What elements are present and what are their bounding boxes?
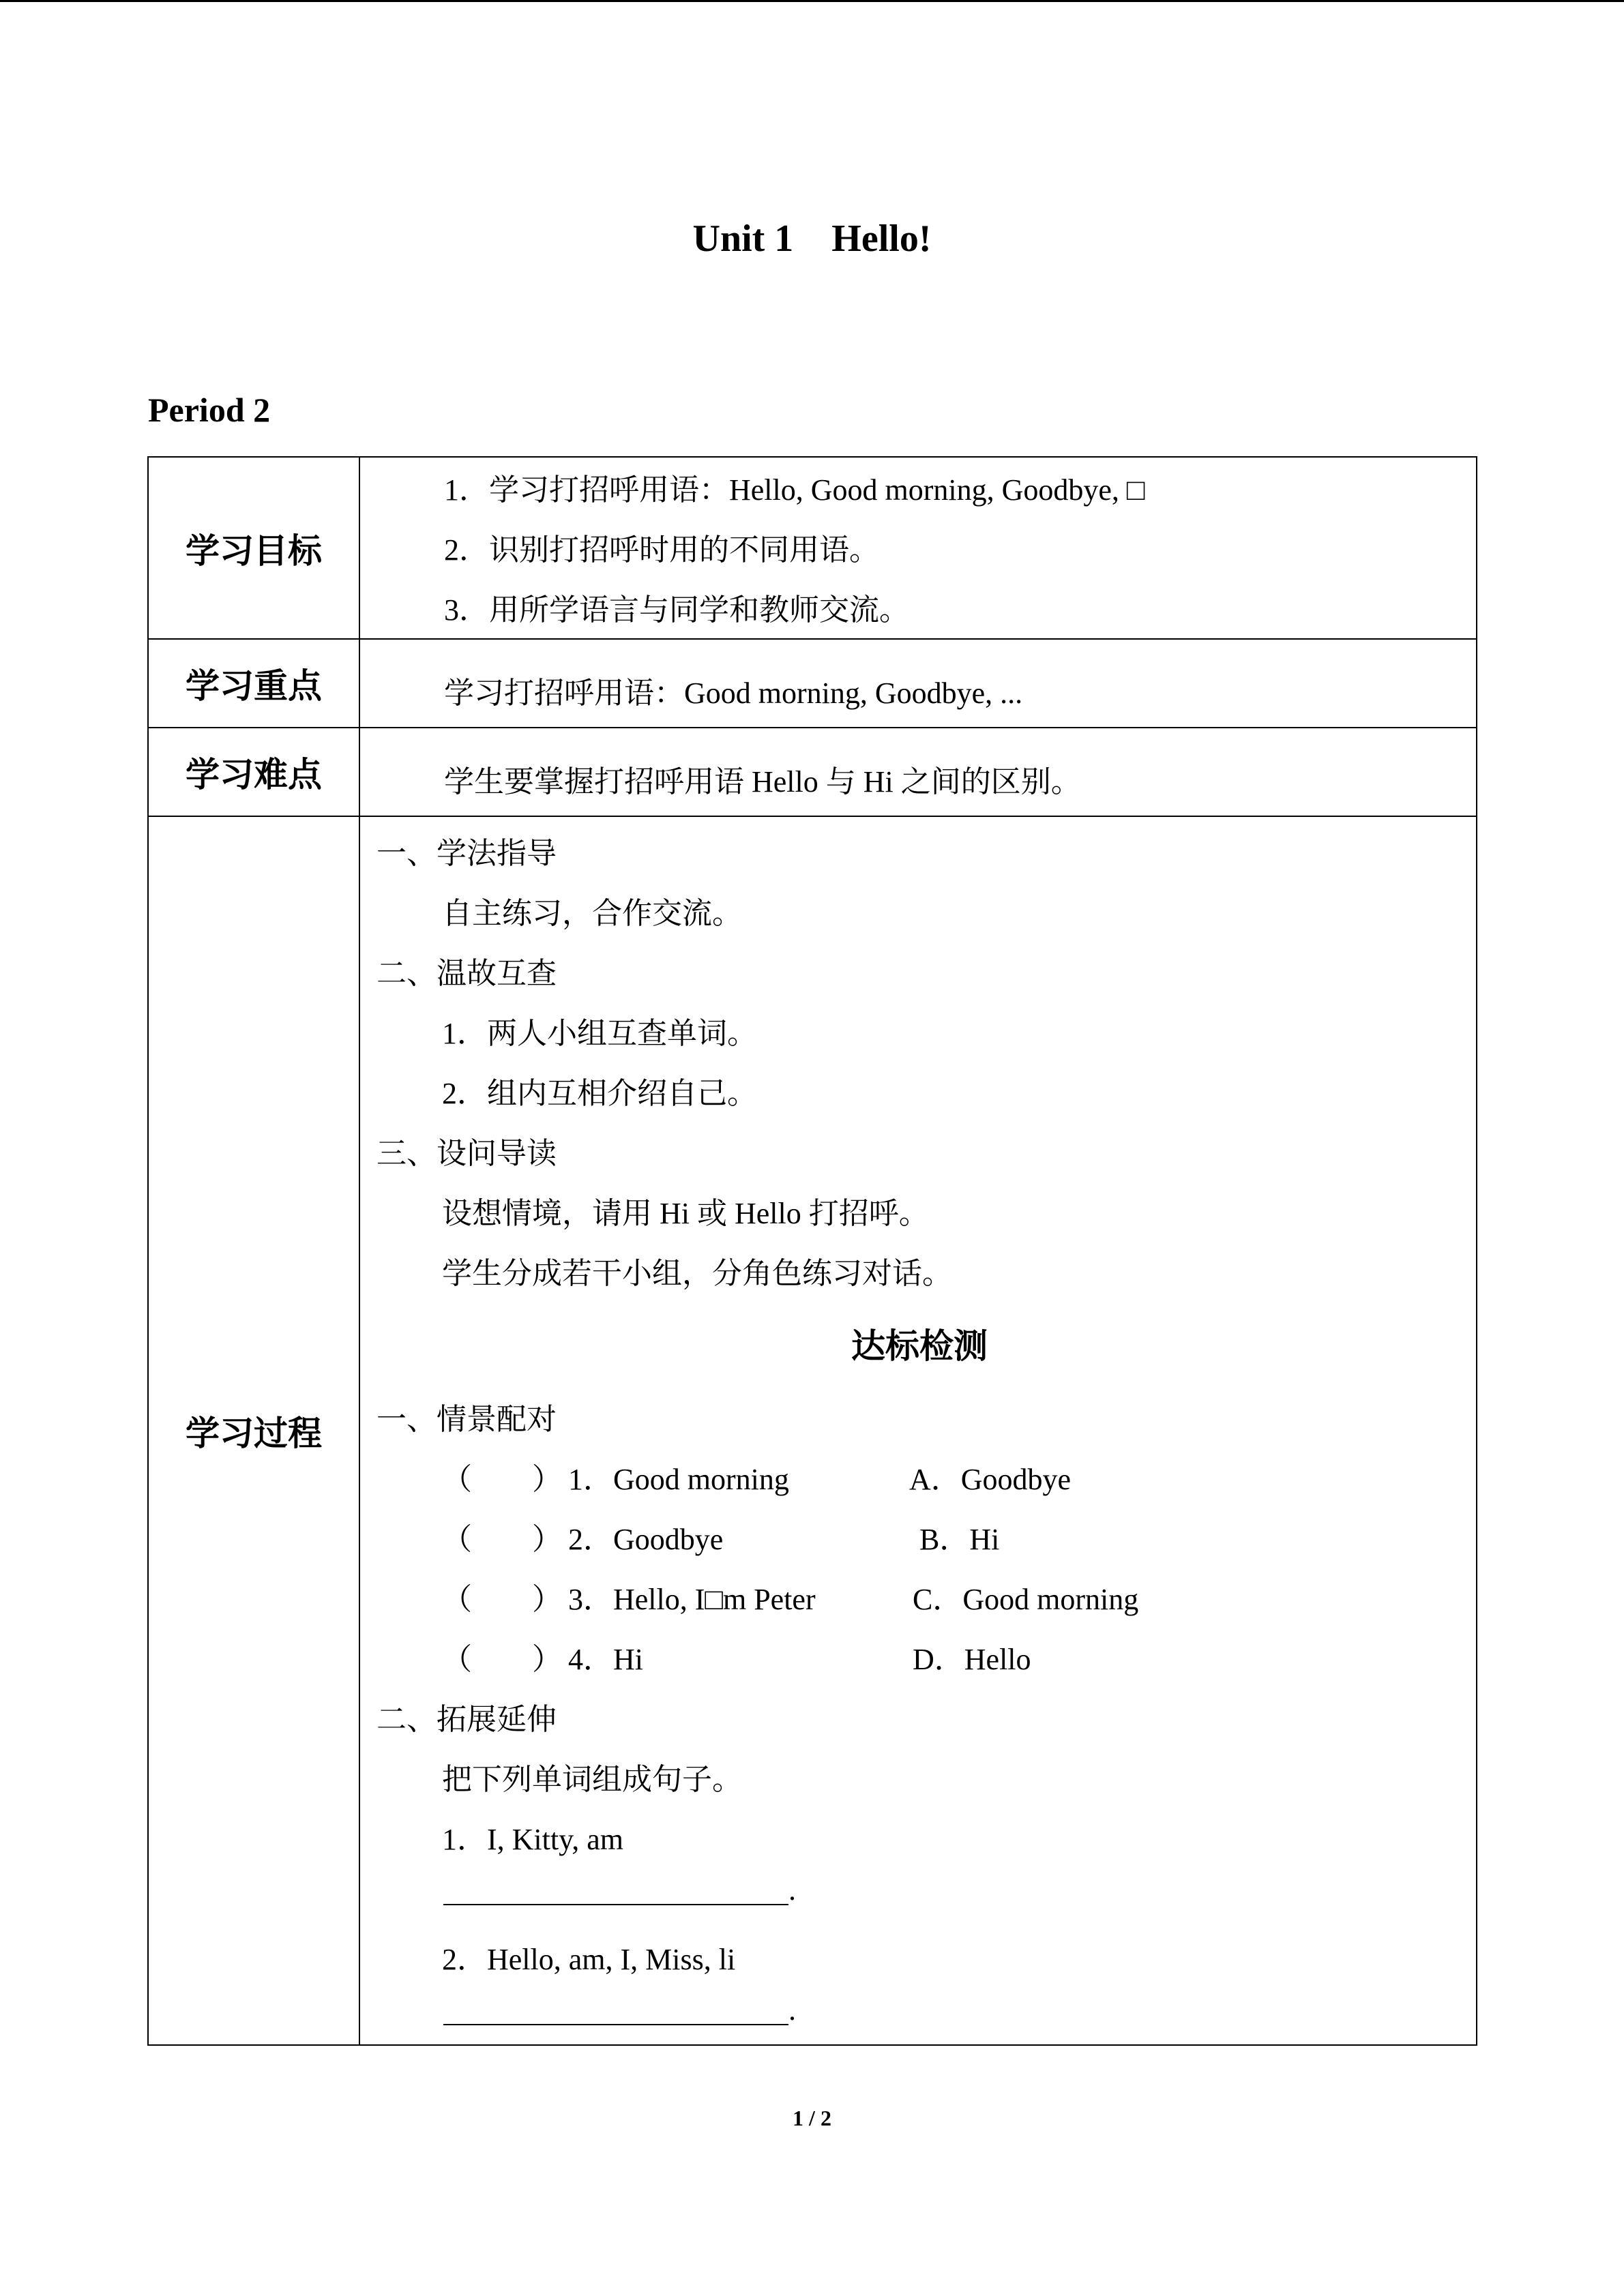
answer-blank[interactable]: [443, 1997, 788, 2025]
key-points-text: 学习打招呼用语：Good morning, Goodbye, ...: [444, 676, 1023, 710]
answer-line[interactable]: [443, 1995, 796, 2025]
match-paren: （ ）: [442, 1583, 562, 1616]
goal-item: 1．学习打招呼用语：Hello, Good morning, Goodbye, □: [444, 473, 1145, 507]
section-text: 设想情境，请用 Hi 或 Hello 打招呼。: [442, 1197, 929, 1230]
match-left: 2．Goodbye: [568, 1523, 724, 1556]
difficulties-text: 学生要掌握打招呼用语 Hello 与 Hi 之间的区别。: [444, 765, 1081, 799]
match-left: 1．Good morning: [568, 1463, 789, 1496]
difficulties-content: [359, 728, 1477, 816]
period-heading: Period 2: [148, 391, 271, 429]
section-text: 学生分成若干小组，分角色练习对话。: [442, 1257, 952, 1290]
section-heading: 三、设问导读: [377, 1137, 557, 1170]
section-heading: 一、情景配对: [377, 1403, 557, 1436]
goal-item: 2．识别打招呼时用的不同用语。: [444, 533, 879, 567]
match-right: A．Goodbye: [909, 1463, 1072, 1496]
goals-row: [148, 457, 1477, 639]
match-right: D．Hello: [913, 1643, 1031, 1676]
match-paren: （ ）: [442, 1643, 562, 1676]
match-paren: （ ）: [442, 1523, 562, 1556]
section-text: 自主练习，合作交流。: [442, 897, 742, 930]
goal-item: 3．用所学语言与同学和教师交流。: [444, 593, 909, 627]
match-left: 3．Hello, I□m Peter: [568, 1583, 816, 1616]
list-item: 1．两人小组互查单词。: [442, 1017, 757, 1050]
section-heading: 二、拓展延伸: [377, 1703, 557, 1736]
top-border: [0, 0, 1624, 2]
exercise-item: 1．I, Kitty, am: [442, 1823, 623, 1856]
key-points-label: 学习重点: [148, 639, 359, 728]
match-right: B．Hi: [919, 1523, 1000, 1556]
section-heading: 一、学法指导: [377, 837, 557, 870]
answer-blank[interactable]: [443, 1877, 788, 1905]
section-heading: 二、温故互查: [377, 957, 557, 990]
match-left: 4．Hi: [568, 1643, 643, 1676]
section-text: 把下列单词组成句子。: [442, 1763, 742, 1796]
period-mark: .: [788, 1873, 796, 1907]
process-label: 学习过程: [148, 816, 359, 2045]
difficulties-label: 学习难点: [148, 728, 359, 816]
check-title: 达标检测: [851, 1326, 988, 1366]
page-title: Unit 1 Hello!: [692, 218, 932, 260]
match-right: C．Good morning: [913, 1583, 1139, 1616]
list-item: 2．组内互相介绍自己。: [442, 1077, 757, 1110]
answer-line[interactable]: [443, 1875, 796, 1905]
period-mark: .: [788, 1993, 796, 2027]
goals-label: 学习目标: [148, 457, 359, 639]
key-points-row: [148, 639, 1477, 728]
exercise-item: 2．Hello, am, I, Miss, li: [442, 1943, 736, 1976]
process-content: [359, 816, 1477, 2045]
key-points-content: [359, 639, 1477, 728]
process-row: [148, 816, 1477, 2045]
difficulties-row: [148, 728, 1477, 816]
goals-content: [359, 457, 1477, 639]
lesson-plan-table: [147, 456, 1477, 2046]
match-paren: （ ）: [442, 1463, 562, 1496]
page-number: 1 / 2: [793, 2106, 831, 2130]
